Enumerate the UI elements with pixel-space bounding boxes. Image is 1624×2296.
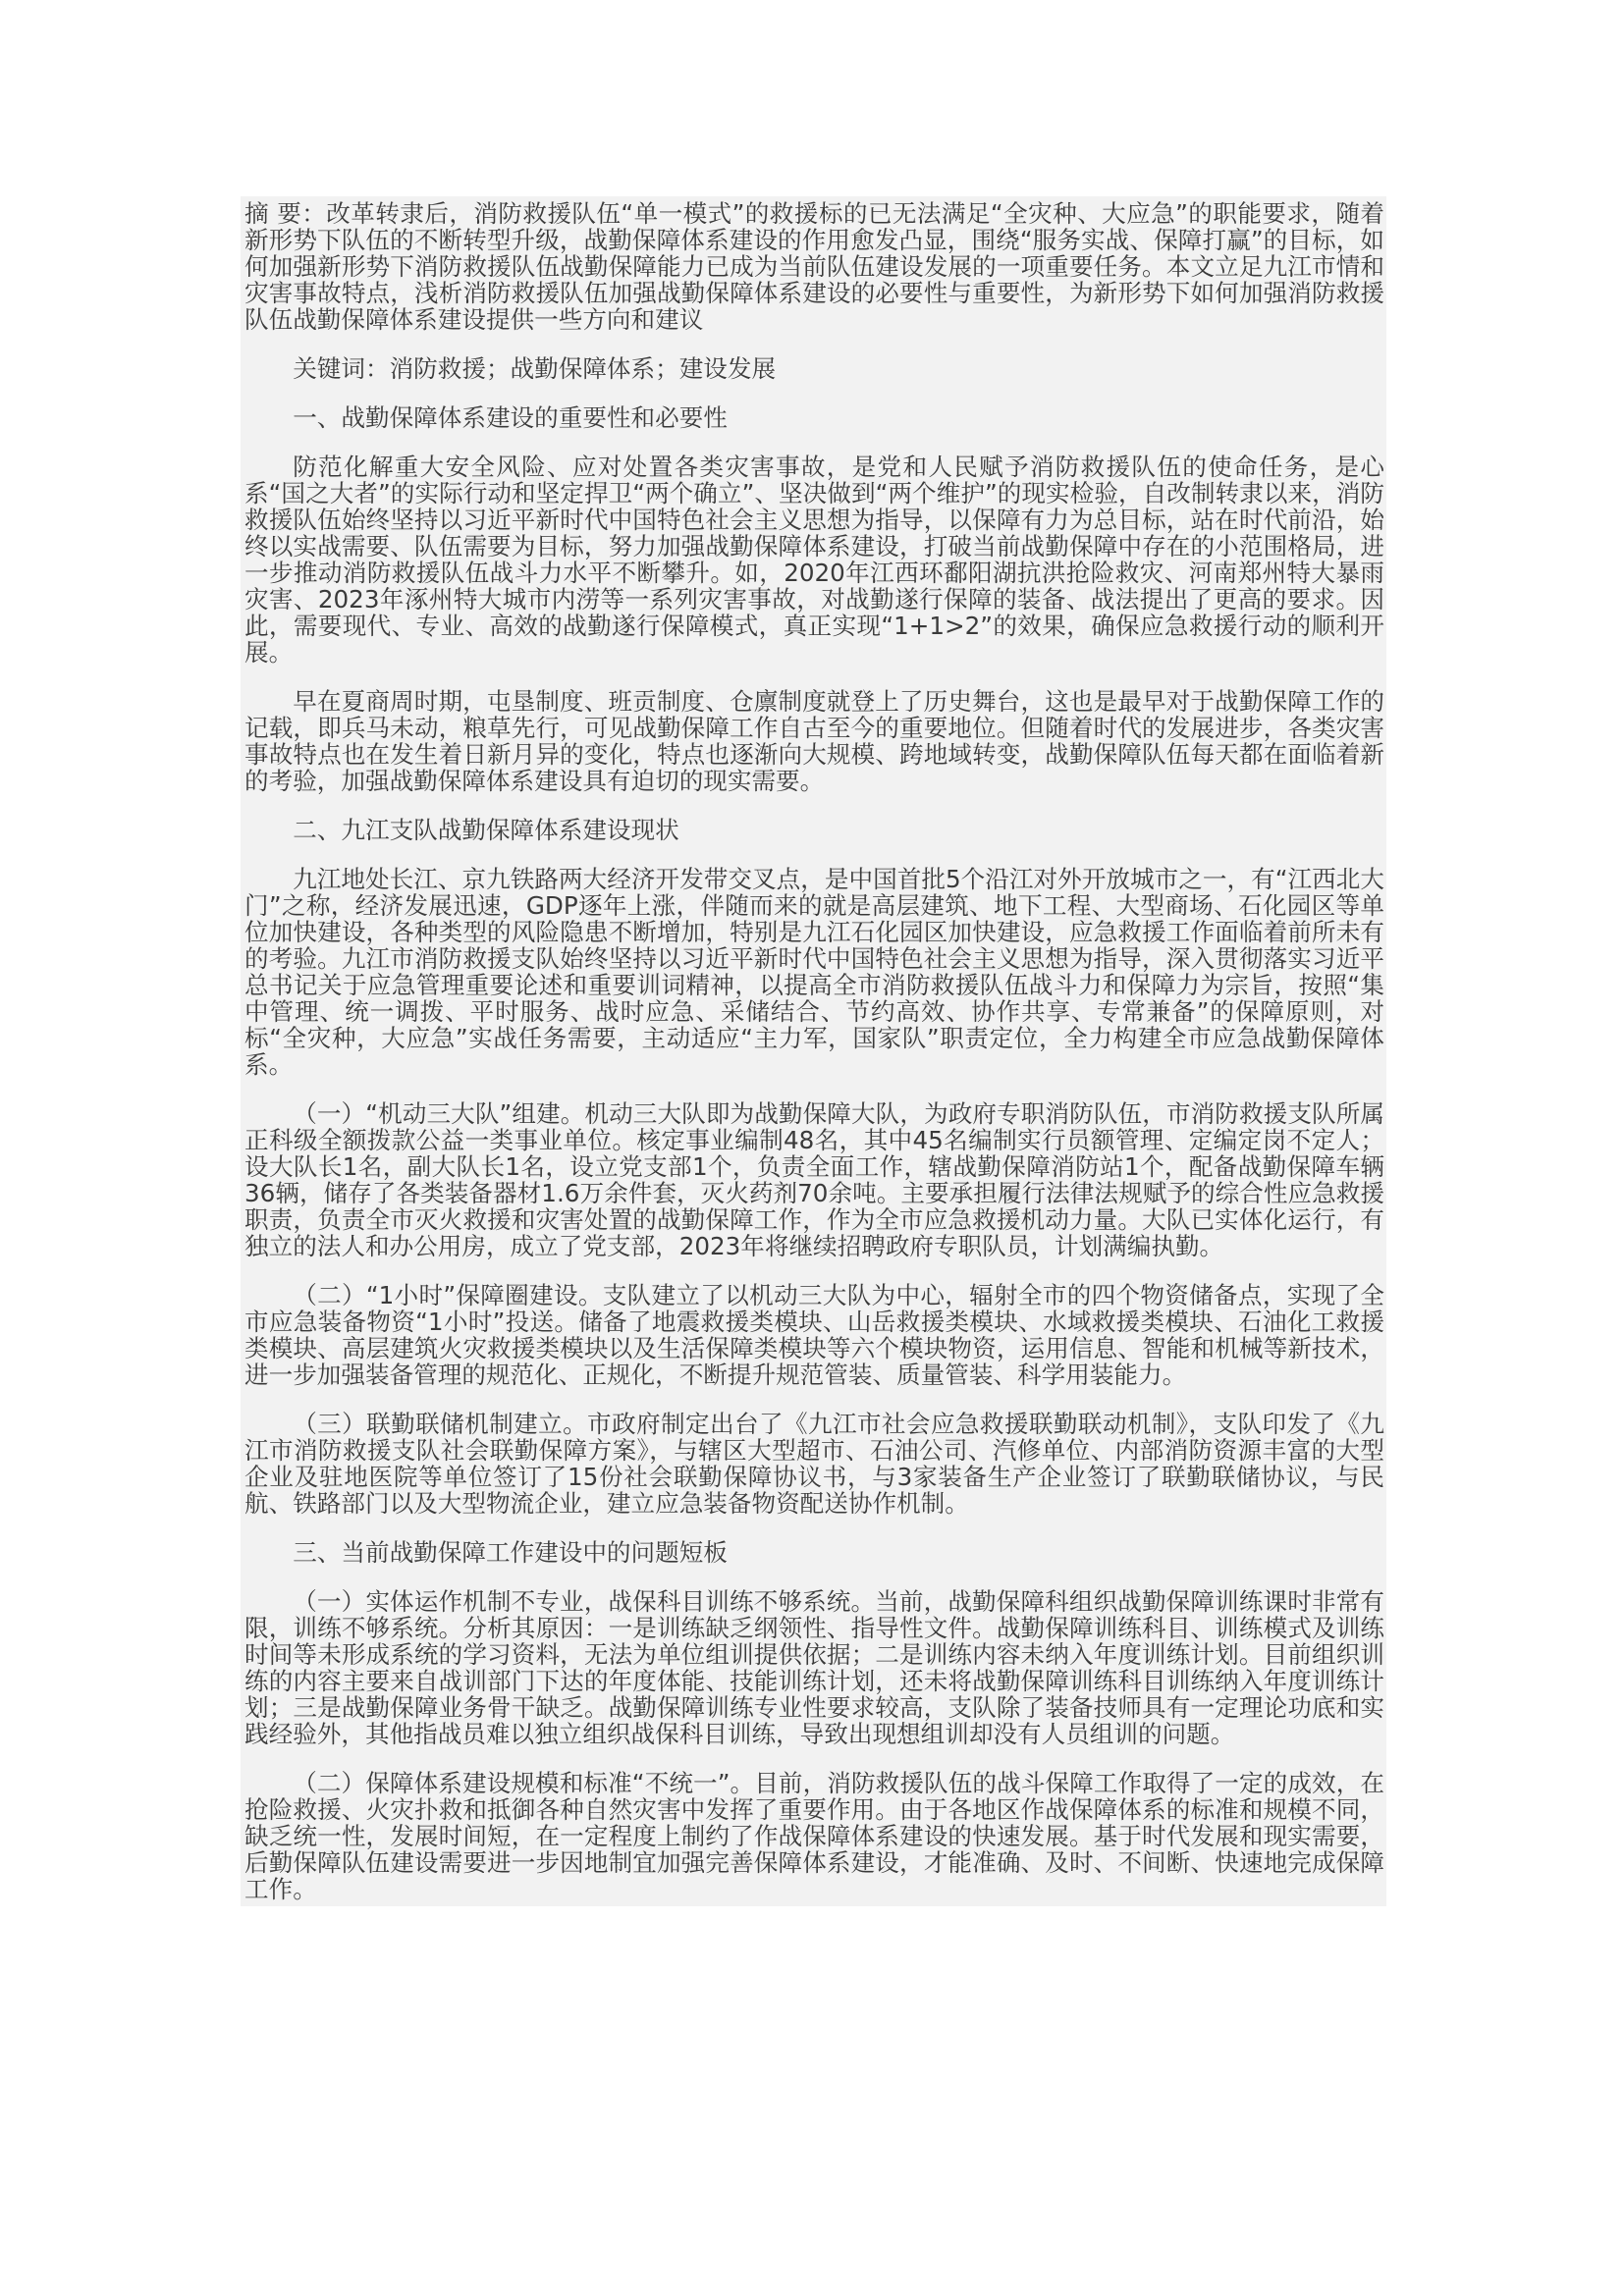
section-heading-3: 三、当前战勤保障工作建设中的问题短板 <box>293 1538 728 1567</box>
section-heading-2: 二、九江支队战勤保障体系建设现状 <box>293 816 679 844</box>
paragraph: （二）保障体系建设规模和标准“不统一”。目前，消防救援队伍的战斗保障工作取得了一定的成效，在抢险救援、火灾扑救和抵御各种自然灾害中发挥了重要作用。由于各地区作战保障体系的标准和规模不同，缺乏统一性，发展时间短，在一定程度上制约了作战保障体系建设的快速发展。基于时代发展和现实需要，后勤保障队伍建设需要进一步因地制宜加强完善保障体系建设，才能准确、及时、不间断、快速地完成保障工作。 <box>244 1769 1384 1903</box>
section-heading-1: 一、战勤保障体系建设的重要性和必要性 <box>293 403 728 432</box>
abstract: 摘 要：改革转隶后，消防救援队伍“单一模式”的救援标的已无法满足“全灾种、大应急”的职能要求，随着新形势下队伍的不断转型升级，战勤保障体系建设的作用愈发凸显，围绕“服务实战、保障打赢”的目标，如何加强新形势下消防救援队伍战勤保障能力已成为当前队伍建设发展的一项重要任务。本文立足九江市情和灾害事故特点，浅析消防救援队伍加强战勤保障体系建设的必要性与重要性，为新形势下如何加强消防救援队伍战勤保障体系建设提供一些方向和建议 <box>244 199 1384 334</box>
paragraph: （二）“1小时”保障圈建设。支队建立了以机动三大队为中心，辐射全市的四个物资储备点，实现了全市应急装备物资“1小时”投送。储备了地震救援类模块、山岳救援类模块、水域救援类模块、石油化工救援类模块、高层建筑火灾救援类模块以及生活保障类模块等六个模块物资，运用信息、智能和机械等新技术，进一步加强装备管理的规范化、正规化，不断提升规范管装、质量管装、科学用装能力。 <box>244 1281 1384 1389</box>
paragraph: 防范化解重大安全风险、应对处置各类灾害事故，是党和人民赋予消防救援队伍的使命任务，是心系“国之大者”的实际行动和坚定捍卫“两个确立”、坚决做到“两个维护”的现实检验，自改制转隶以来，消防救援队伍始终坚持以习近平新时代中国特色社会主义思想为指导，以保障有力为总目标，站在时代前沿，始终以实战需要、队伍需要为目标，努力加强战勤保障体系建设，打破当前战勤保障中存在的小范围格局，进一步推动消防救援队伍战斗力水平不断攀升。如，2020年江西环鄱阳湖抗洪抢险救灾、河南郑州特大暴雨灾害、2023年涿州特大城市内涝等一系列灾害事故，对战勤遂行保障的装备、战法提出了更高的要求。因此，需要现代、专业、高效的战勤遂行保障模式，真正实现“1+1>2”的效果，确保应急救援行动的顺利开展。 <box>244 453 1384 667</box>
paragraph: （一）实体运作机制不专业，战保科目训练不够系统。当前，战勤保障科组织战勤保障训练课时非常有限，训练不够系统。分析其原因：一是训练缺乏纲领性、指导性文件。战勤保障训练科目、训练模式及训练时间等未形成系统的学习资料，无法为单位组训提供依据；二是训练内容未纳入年度训练计划。目前组织训练的内容主要来自战训部门下达的年度体能、技能训练计划，还未将战勤保障训练科目训练纳入年度训练计划；三是战勤保障业务骨干缺乏。战勤保障训练专业性要求较高，支队除了装备技师具有一定理论功底和实践经验外，其他指战员难以独立组织战保科目训练，导致出现想组训却没有人员组训的问题。 <box>244 1587 1384 1748</box>
paragraph: （三）联勤联储机制建立。市政府制定出台了《九江市社会应急救援联勤联动机制》，支队印发了《九江市消防救援支队社会联勤保障方案》，与辖区大型超市、石油公司、汽修单位、内部消防资源丰富的大型企业及驻地医院等单位签订了15份社会联勤保障协议书，与3家装备生产企业签订了联勤联储协议，与民航、铁路部门以及大型物流企业，建立应急装备物资配送协作机制。 <box>244 1410 1384 1518</box>
paragraph: 早在夏商周时期，屯垦制度、班贡制度、仓廪制度就登上了历史舞台，这也是最早对于战勤保障工作的记载，即兵马未动，粮草先行，可见战勤保障工作自古至今的重要地位。但随着时代的发展进步，各类灾害事故特点也在发生着日新月异的变化，特点也逐渐向大规模、跨地域转变，战勤保障队伍每天都在面临着新的考验，加强战勤保障体系建设具有迫切的现实需要。 <box>244 687 1384 795</box>
document-body <box>241 196 1386 1906</box>
keywords: 关键词：消防救援；战勤保障体系；建设发展 <box>293 354 777 383</box>
paragraph: （一）“机动三大队”组建。机动三大队即为战勤保障大队，为政府专职消防队伍，市消防救援支队所属正科级全额拨款公益一类事业单位。核定事业编制48名，其中45名编制实行员额管理、定编定岗不定人；设大队长1名，副大队长1名，设立党支部1个，负责全面工作，辖战勤保障消防站1个，配备战勤保障车辆36辆，储存了各类装备器材1.6万余件套，灭火药剂70余吨。主要承担履行法律法规赋予的综合性应急救援职责，负责全市灭火救援和灾害处置的战勤保障工作，作为全市应急救援机动力量。大队已实体化运行，有独立的法人和办公用房，成立了党支部，2023年将继续招聘政府专职队员，计划满编执勤。 <box>244 1099 1384 1260</box>
paragraph: 九江地处长江、京九铁路两大经济开发带交叉点，是中国首批5个沿江对外开放城市之一，有“江西北大门”之称，经济发展迅速，GDP逐年上涨，伴随而来的就是高层建筑、地下工程、大型商场、石化园区等单位加快建设，各种类型的风险隐患不断增加，特别是九江石化园区加快建设，应急救援工作面临着前所未有的考验。九江市消防救援支队始终坚持以习近平新时代中国特色社会主义思想为指导，深入贯彻落实习近平总书记关于应急管理重要论述和重要训词精神，以提高全市消防救援队伍战斗力和保障力为宗旨，按照“集中管理、统一调拨、平时服务、战时应急、采储结合、节约高效、协作共享、专常兼备”的保障原则，对标“全灾种，大应急”实战任务需要，主动适应“主力军，国家队”职责定位，全力构建全市应急战勤保障体系。 <box>244 865 1384 1079</box>
